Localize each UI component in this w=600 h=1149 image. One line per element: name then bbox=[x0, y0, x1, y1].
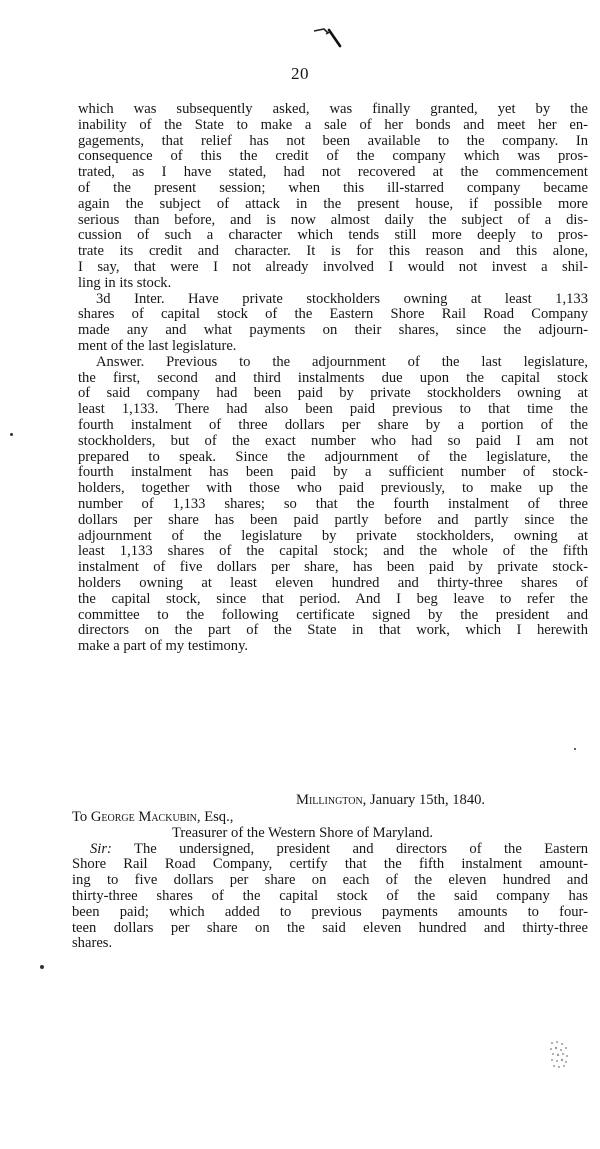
text-line: make a part of my testimony. bbox=[78, 638, 249, 655]
text-line: trated, as I have stated, had not recovered at the commencement bbox=[78, 164, 588, 181]
text-line: holders, together with those who paid previously, to make up the bbox=[78, 480, 588, 497]
faded-stamp-mark bbox=[548, 1040, 570, 1070]
text-line: inability of the State to make a sale of her bonds and meet her en- bbox=[78, 116, 588, 133]
letter-line: teen dollars per share on the said eleven hundred and thirty-three bbox=[72, 919, 588, 936]
page-number: 20 bbox=[291, 64, 309, 83]
letter-line: ing to five dollars per share on each of the eleven hundred and bbox=[72, 872, 588, 889]
text-line: of the present session; when this ill-starred company became bbox=[78, 179, 588, 196]
addressee-suffix: , Esq., bbox=[196, 809, 234, 825]
text-line: committee to the following certificate signed by the president and bbox=[78, 606, 588, 623]
letter-line: been paid; which added to previous payments amounts to four- bbox=[72, 903, 588, 920]
text-line: trate its credit and character. It is for this reason and this alone, bbox=[78, 243, 588, 260]
ink-speck bbox=[574, 748, 576, 750]
text-line: of said company had been paid by private stockholders owning at bbox=[78, 385, 588, 402]
letter-line: thirty-three shares of the capital stock of the said company has bbox=[72, 887, 588, 904]
text-line: again the subject of attack in the present house, if possible more bbox=[78, 195, 588, 212]
addressee-title: Treasurer of the Western Shore of Maryland. bbox=[172, 824, 434, 841]
text-line: ment of the last legislature. bbox=[78, 337, 237, 354]
letter-line: shares. bbox=[72, 935, 113, 952]
certificate-letter bbox=[72, 810, 588, 952]
testimony-text bbox=[78, 102, 588, 655]
text-line: consequence of this the credit of the company which was pros- bbox=[78, 148, 588, 165]
salutation-line bbox=[72, 842, 588, 858]
addressee-name: George Mackubin bbox=[90, 809, 197, 825]
text-line: shares of capital stock of the Eastern Shore Rail Road Company bbox=[78, 306, 588, 323]
text-line: instalment of five dollars per share, has been paid by private stock- bbox=[78, 559, 588, 576]
addressee-line bbox=[72, 810, 588, 826]
place-and-date bbox=[296, 792, 485, 809]
text-line: stockholders, but of the exact number who had so paid I am not bbox=[78, 432, 588, 449]
signoff-date: , January 15th, 1840. bbox=[362, 792, 486, 808]
text-line: fourth instalment of three dollars per share by a portion of the bbox=[78, 416, 588, 433]
text-line: the capital stock, since that period. And I beg leave to refer the bbox=[78, 590, 588, 607]
text-line: made any and what payments on their shares, since the adjourn- bbox=[78, 322, 588, 339]
text-line: cussion of such a character which tends still more deeply to pros- bbox=[78, 227, 588, 244]
text-line: I say, that were I not already involved I would not invest a shil- bbox=[78, 258, 588, 275]
addressee-prefix: To bbox=[72, 809, 91, 825]
text-line: which was subsequently asked, was finally granted, yet by the bbox=[78, 101, 588, 117]
text-line: holders owning at least eleven hundred and thirty-three shares of bbox=[78, 574, 588, 591]
text-line: serious than before, and is now almost daily the subject of a dis- bbox=[78, 211, 588, 228]
text-line: least 1,133 shares of the capital stock; and the whole of the fifth bbox=[78, 543, 588, 560]
letter-line: The undersigned, president and directors of the Eastern bbox=[134, 840, 588, 857]
signoff-place: Millington bbox=[296, 792, 363, 808]
text-line: ling in its stock. bbox=[78, 274, 172, 291]
text-line: number of 1,133 shares; so that the fourth instalment of three bbox=[78, 495, 588, 512]
interrogatory-line: 3d Inter. Have private stockholders owning at least 1,133 bbox=[96, 290, 588, 307]
answer-line: Answer. Previous to the adjournment of the last legislature, bbox=[96, 353, 588, 370]
ink-speck bbox=[10, 433, 13, 436]
text-line: gagements, that relief has not been available to the company. In bbox=[78, 132, 588, 149]
text-line: adjournment of the legislature by private stockholders, owning at bbox=[78, 527, 588, 544]
text-line: the first, second and third instalments due upon the capital stock bbox=[78, 369, 588, 386]
text-line: dollars per share has been paid partly before and partly since the bbox=[78, 511, 588, 528]
text-line: least 1,133. There had also been paid previous to that time the bbox=[78, 401, 588, 418]
quill-mark-icon bbox=[312, 22, 346, 52]
ink-speck bbox=[40, 965, 44, 969]
text-line: fourth instalment has been paid by a sufficient number of stock- bbox=[78, 464, 588, 481]
salutation: Sir: bbox=[90, 840, 112, 857]
text-line: prepared to speak. Since the adjournment of the legislature, the bbox=[78, 448, 588, 465]
letter-line: Shore Rail Road Company, certify that the fifth instalment amount- bbox=[72, 856, 588, 873]
text-line: directors on the part of the State in that work, which I herewith bbox=[78, 622, 588, 639]
